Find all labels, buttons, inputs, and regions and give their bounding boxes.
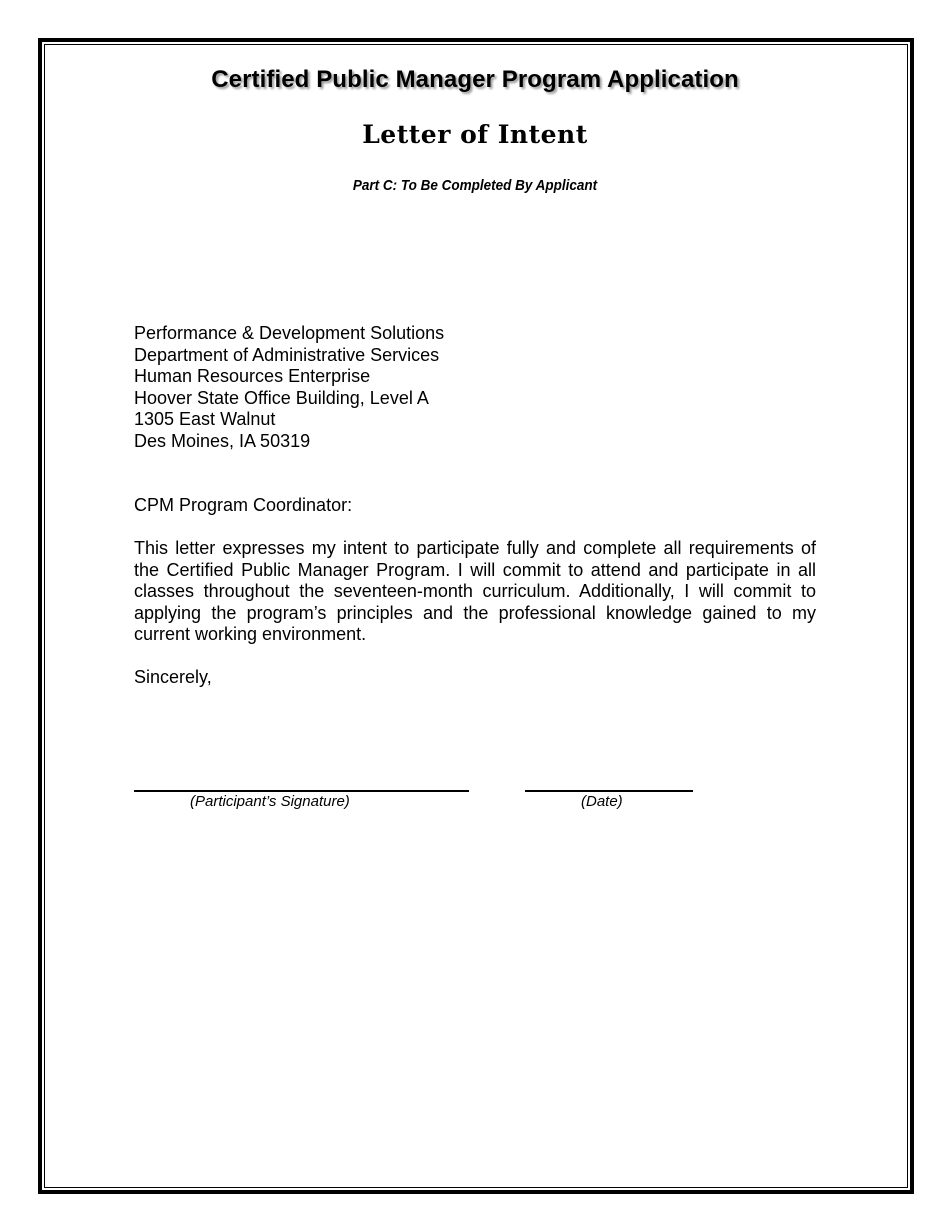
date-caption: (Date) — [581, 793, 623, 810]
address-line: Des Moines, IA 50319 — [134, 430, 311, 451]
recipient-address — [134, 323, 444, 453]
closing: Sincerely, — [134, 667, 212, 687]
part-instruction: Part C: To Be Completed By Applicant — [352, 177, 598, 194]
date-line[interactable] — [525, 790, 693, 792]
address-line: Performance & Development Solutions — [134, 323, 445, 343]
participant-signature-line[interactable] — [134, 790, 469, 792]
participant-signature-caption: (Participant’s Signature) — [190, 793, 350, 810]
address-line: Hoover State Office Building, Level A — [134, 387, 429, 408]
address-line: 1305 East Walnut — [134, 409, 276, 430]
document-subtitle: Letter of Intent — [362, 120, 588, 149]
address-line: Human Resources Enterprise — [134, 366, 371, 387]
document-title: Certified Public Manager Program Application — [211, 66, 739, 93]
letter-body: This letter expresses my intent to participate fully and complete all requirements of the Certified Public Manager Program. I will commit to attend and participate in all classes throughout the seventeen-month curriculum. Additionally, I will commit to applying the program’s principles and the professional knowledge gained to my current working environment. — [134, 538, 816, 645]
address-line: Department of Administrative Services — [134, 344, 440, 365]
salutation: CPM Program Coordinator: — [134, 495, 353, 515]
